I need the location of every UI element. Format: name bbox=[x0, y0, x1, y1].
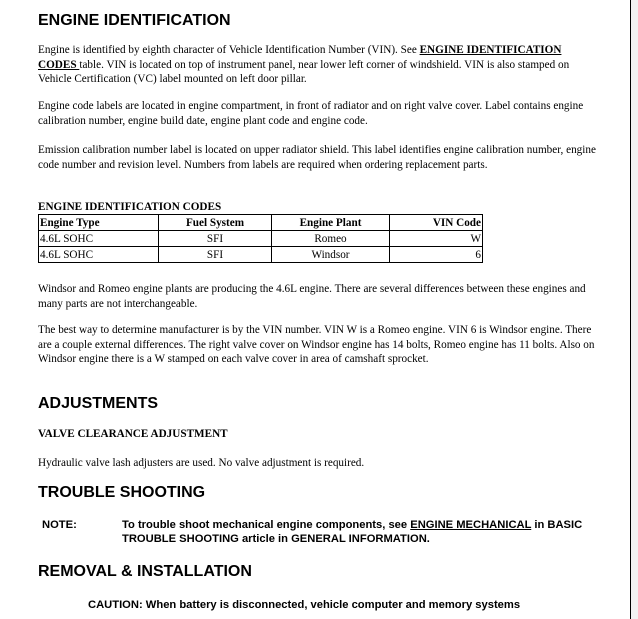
section-heading-adjustments: ADJUSTMENTS bbox=[38, 395, 159, 412]
table-row bbox=[39, 247, 483, 263]
caution-text: CAUTION: When battery is disconnected, vehicle computer and memory systems bbox=[88, 599, 521, 611]
note-text bbox=[122, 518, 602, 546]
section-heading-trouble-shooting: TROUBLE SHOOTING bbox=[38, 484, 206, 501]
engine-identification-codes-table bbox=[38, 214, 483, 263]
table-title: ENGINE IDENTIFICATION CODES bbox=[38, 201, 222, 213]
paragraph-engine-code-labels: Engine code labels are located in engine compartment, in front of radiator and on right valve cover. Label contains engine calibration number, engine build date, engine plant code and engine code. bbox=[38, 100, 584, 127]
note-text-part: To trouble shoot mechanical engine components, see bbox=[122, 519, 411, 531]
paragraph-vin-location bbox=[38, 43, 598, 87]
paragraph-text: table. VIN is located on top of instrument panel, near lower left corner of windshield. VIN is also stamped on Vehicle Certification (VC) label mounted on left door pillar. bbox=[38, 58, 570, 86]
note-text-part: in BASIC TROUBLE SHOOTING article in GENERAL INFORMATION. bbox=[122, 519, 583, 545]
section-heading-removal-installation: REMOVAL & INSTALLATION bbox=[38, 563, 252, 580]
column-header-engine-type: Engine Type bbox=[39, 215, 159, 231]
paragraph-emission-calibration: Emission calibration number label is located on upper radiator shield. This label identifies engine calibration number, engine code number and revision level. Numbers from labels are required when ordering replacement parts. bbox=[38, 144, 596, 171]
page-margin-bar bbox=[631, 0, 638, 619]
cell-fuel-system: SFI bbox=[159, 247, 272, 263]
cell-engine-plant: Romeo bbox=[272, 231, 390, 247]
cell-vin-code: W bbox=[390, 231, 483, 247]
cell-vin-code: 6 bbox=[390, 247, 483, 263]
subheading-valve-clearance: VALVE CLEARANCE ADJUSTMENT bbox=[38, 428, 228, 440]
column-header-vin-code: VIN Code bbox=[390, 215, 483, 231]
paragraph-hydraulic-lash: Hydraulic valve lash adjusters are used. No valve adjustment is required. bbox=[38, 457, 365, 469]
note-label: NOTE: bbox=[42, 519, 77, 531]
cell-engine-plant: Windsor bbox=[272, 247, 390, 263]
paragraph-text: Engine is identified by eighth character of Vehicle Identification Number (VIN). See bbox=[38, 44, 420, 56]
engine-mechanical-link[interactable]: ENGINE MECHANICAL bbox=[410, 519, 532, 531]
column-header-engine-plant: Engine Plant bbox=[272, 215, 390, 231]
cell-fuel-system: SFI bbox=[159, 231, 272, 247]
column-header-fuel-system: Fuel System bbox=[159, 215, 272, 231]
cell-engine-type: 4.6L SOHC bbox=[39, 231, 159, 247]
cell-engine-type: 4.6L SOHC bbox=[39, 247, 159, 263]
paragraph-engine-plants: Windsor and Romeo engine plants are producing the 4.6L engine. There are several differences between these engines and many parts are not interchangeable. bbox=[38, 283, 586, 310]
paragraph-determine-manufacturer: The best way to determine manufacturer is by the VIN number. VIN W is a Romeo engine. VIN 6 is Windsor engine. There are a couple external differences. The right valve cover on Windsor engine has 14 bolts, Romeo engine has 11 bolts. Also on Windsor engine there is a W stamped on each valve cover in area of camshaft sprocket. bbox=[38, 324, 595, 366]
table-row bbox=[39, 231, 483, 247]
section-heading-engine-identification: ENGINE IDENTIFICATION bbox=[38, 12, 231, 29]
table-header-row bbox=[39, 215, 483, 231]
engine-identification-codes-link[interactable]: ENGINE IDENTIFICATION CODES bbox=[38, 44, 562, 71]
